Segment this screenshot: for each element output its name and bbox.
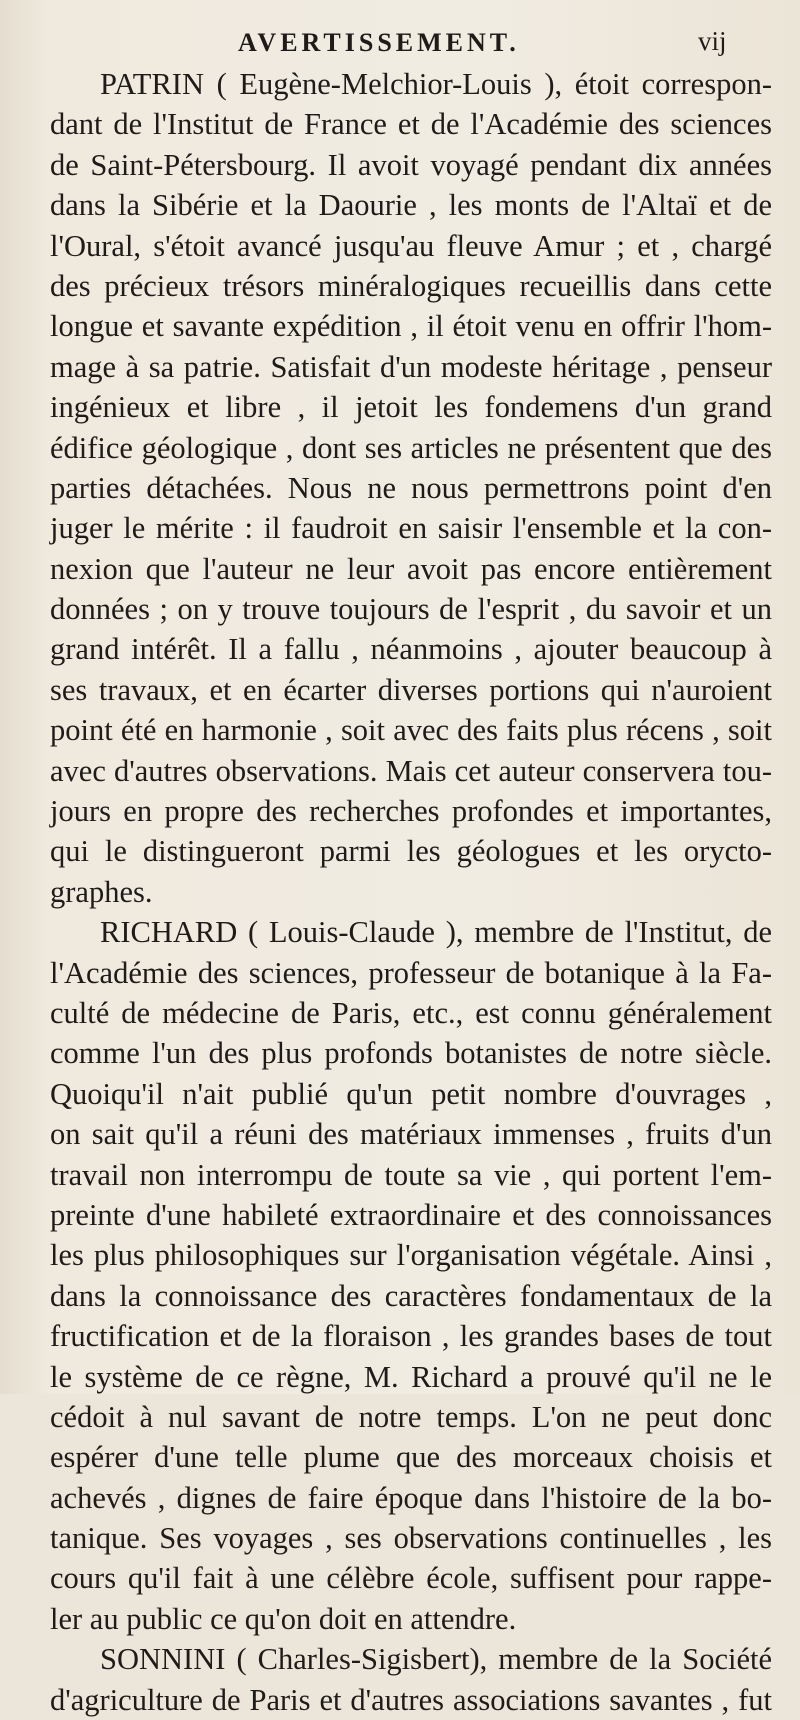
text-line: le système de ce règne, M. Richard a prouvé qu'il ne le [50, 1359, 772, 1394]
text-line: ses travaux, et en écarter diverses portions qui n'auroient [50, 672, 772, 707]
text-line: longue et savante expédition , il étoit venu en offrir l'hom- [50, 309, 772, 344]
text-line: on sait qu'il a réuni des matériaux immenses , fruits d'un [50, 1117, 772, 1152]
text-line: achevés , dignes de faire époque dans l'histoire de la bo- [50, 1480, 772, 1515]
body-text [50, 64, 772, 1720]
text-line: l'Académie des sciences, professeur de botanique à la Fa- [50, 955, 772, 990]
text-line: les plus philosophiques sur l'organisation végétale. Ainsi , [50, 1238, 772, 1273]
text-line: cédoit à nul savant de notre temps. L'on ne peut donc [50, 1399, 772, 1434]
text-line: mage à sa patrie. Satisfait d'un modeste héritage , penseur [50, 349, 772, 384]
text-line: preinte d'une habileté extraordinaire et des connoissances [50, 1197, 772, 1232]
text-line: ler au public ce qu'on doit en attendre. [50, 1601, 517, 1636]
text-line: d'agriculture de Paris et d'autres associations savantes , fut [50, 1682, 772, 1717]
text-line: avec d'autres observations. Mais cet auteur conservera tou- [50, 753, 772, 788]
text-line: travail non interrompu de toute sa vie , qui portent l'em- [50, 1157, 772, 1192]
text-line: PATRIN ( Eugène-Melchior-Louis ), étoit correspon- [100, 67, 772, 101]
text-line: comme l'un des plus profonds botanistes de notre siècle. [50, 1036, 772, 1071]
text-line: nexion que l'auteur ne leur avoit pas encore entièrement [50, 551, 772, 586]
text-line: jours en propre des recherches profondes et importantes, [50, 794, 772, 829]
text-line: juger le mérite : il faudroit en saisir l'ensemble et la con- [50, 511, 772, 546]
text-line: dans la connoissance des caractères fondamentaux de la [50, 1278, 772, 1313]
text-line: des précieux trésors minéralogiques recueillis dans cette [50, 268, 772, 303]
paragraph-sonnini [50, 1639, 772, 1720]
text-line: dans la Sibérie et la Daourie , les monts de l'Altaï et de [50, 188, 772, 223]
paragraph-richard [50, 912, 772, 1639]
text-line: cours qu'il fait à une célèbre école, suffisent pour rappe- [50, 1561, 772, 1596]
running-title: AVERTISSEMENT. [238, 28, 520, 57]
text-line: données ; on y trouve toujours de l'esprit , du savoir et un [50, 592, 772, 627]
text-line: espérer d'une telle plume que des morceaux choisis et [50, 1440, 772, 1475]
text-line: tanique. Ses voyages , ses observations continuelles , les [50, 1521, 772, 1556]
text-line: culté de médecine de Paris, etc., est connu généralement [50, 995, 772, 1030]
text-line: qui le distingueront parmi les géologues et les orycto- [50, 834, 772, 869]
text-line: édifice géologique , dont ses articles ne présentent que des [50, 430, 772, 465]
text-line: parties détachées. Nous ne nous permettrons point d'en [50, 470, 772, 505]
text-line: RICHARD ( Louis-Claude ), membre de l'Institut, de [100, 915, 772, 950]
paragraph-patrin [50, 64, 772, 912]
page-header [0, 18, 800, 68]
text-line: Quoiqu'il n'ait publié qu'un petit nombre d'ouvrages , [50, 1076, 772, 1111]
text-line: ingénieux et libre , il jetoit les fondemens d'un grand [50, 390, 772, 425]
text-line: graphes. [50, 874, 153, 909]
text-line: fructification et de la floraison , les grandes bases de tout [50, 1319, 772, 1354]
text-line: grand intérêt. Il a fallu , néanmoins , ajouter beaucoup à [50, 632, 772, 667]
text-line: SONNINI ( Charles-Sigisbert), membre de la Société [100, 1642, 772, 1677]
text-line: l'Oural, s'étoit avancé jusqu'au fleuve Amur ; et , chargé [50, 228, 772, 263]
text-line: de Saint-Pétersbourg. Il avoit voyagé pendant dix années [50, 147, 772, 182]
text-line: dant de l'Institut de France et de l'Académie des sciences [50, 107, 772, 142]
page-number: vij [698, 26, 727, 56]
text-line: point été en harmonie , soit avec des faits plus récens , soit [50, 713, 772, 748]
